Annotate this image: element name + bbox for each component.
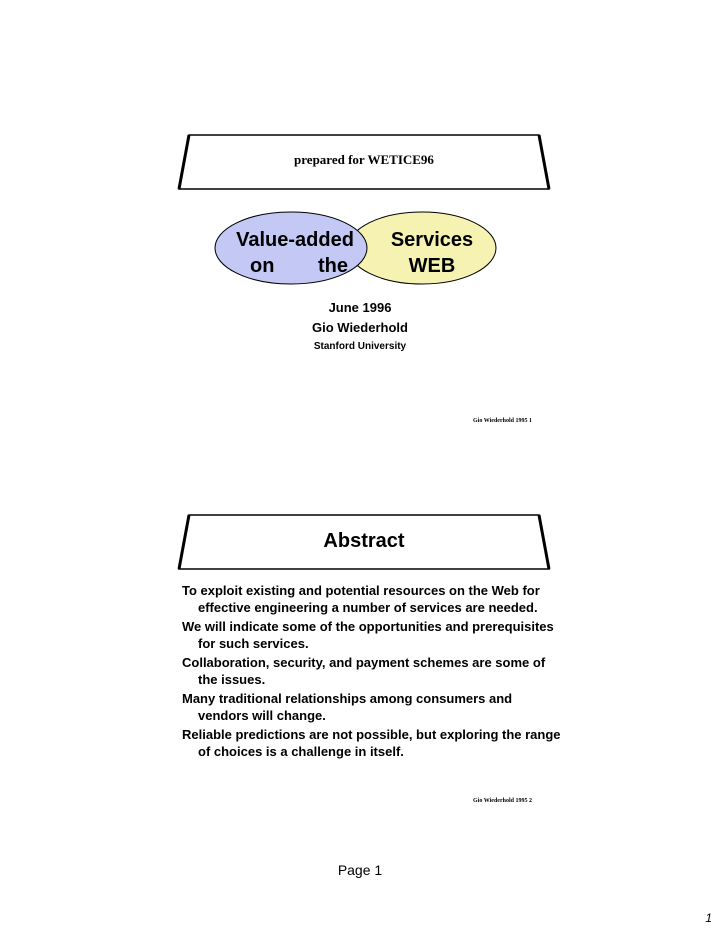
abstract-list (182, 582, 562, 762)
abstract-paragraph: Collaboration, security, and payment schemes are some of the issues. (182, 655, 546, 687)
venn-left-line1: Value-added (236, 229, 354, 251)
slide1-banner (177, 133, 551, 191)
venn-left-line2-a: on (250, 255, 275, 277)
slide1-footer: Gio Wiederhold 1995 1 (473, 418, 532, 424)
slide2-footer: Gio Wiederhold 1995 2 (473, 798, 532, 804)
venn-right-line2: WEB (408, 255, 456, 277)
abstract-paragraph: We will indicate some of the opportunities and prerequisites for such services. (182, 619, 554, 651)
venn-left-line2-b: the (318, 255, 348, 277)
venn-right-label (380, 227, 484, 279)
abstract-paragraph: Reliable predictions are not possible, but exploring the range of choices is a challenge in itself. (182, 727, 561, 759)
slide2-banner (177, 513, 551, 571)
slide1-date: June 1996 (328, 300, 392, 315)
banner-text: prepared for WETICE96 (294, 152, 434, 167)
slide2-title: Abstract (323, 530, 405, 552)
venn-left-label (228, 227, 362, 279)
abstract-paragraph: To exploit existing and potential resources on the Web for effective engineering a number of services are needed. (182, 583, 540, 615)
page-number: 1 (705, 911, 712, 925)
venn-right-line1: Services (390, 229, 474, 251)
slide1-affiliation: Stanford University (313, 341, 407, 352)
slide1-author: Gio Wiederhold (312, 320, 408, 335)
abstract-paragraph: Many traditional relationships among consumers and vendors will change. (182, 691, 513, 723)
page-label: Page 1 (337, 862, 383, 878)
